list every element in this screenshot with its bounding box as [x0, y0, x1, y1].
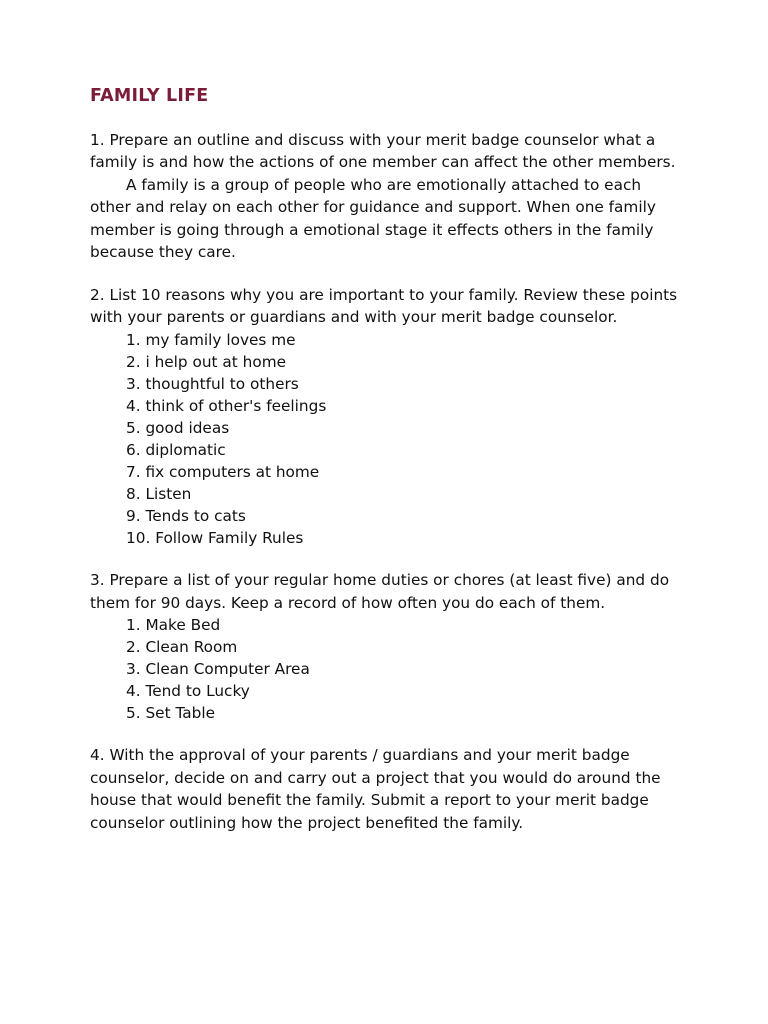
section-4 [90, 744, 680, 834]
list-item: 4. think of other's feelings [126, 396, 327, 415]
section-3 [90, 569, 680, 724]
list-item: 7. fix computers at home [126, 462, 320, 481]
page-title: FAMILY LIFE [90, 86, 209, 106]
answer-text-1: A family is a group of people who are emotionally attached to each other and relay on each other for guidance and support. When one family member is going through a emotional stage it effects others in the family because they care. [90, 175, 656, 262]
requirement-text-1: 1. Prepare an outline and discuss with your merit badge counselor what a family is and how the actions of one member can affect the other members. [90, 131, 676, 172]
answer-list-3 [90, 614, 680, 724]
requirement-text-2: 2. List 10 reasons why you are important to your family. Review these points with your parents or guardians and with your merit badge counselor. [90, 285, 678, 327]
section-1 [90, 129, 680, 264]
list-item: 2. Clean Room [126, 638, 238, 657]
requirement-text-4: 4. With the approval of your parents / guardians and your merit badge counselor, decide on and carry out a project that you would do around the house that would benefit the family. Submit a report to your merit badge counselor outlining how the project benefited the family. [90, 746, 661, 832]
list-item: 1. my family loves me [126, 330, 296, 349]
list-item: 3. thoughtful to others [126, 374, 299, 393]
list-item: 4. Tend to Lucky [126, 682, 250, 701]
answer-list-2 [90, 329, 680, 549]
list-item: 9. Tends to cats [126, 507, 246, 525]
list-item: 2. i help out at home [126, 352, 287, 371]
requirement-text-3: 3. Prepare a list of your regular home duties or chores (at least five) and do them for 90 days. Keep a record of how often you do each of them. [90, 571, 670, 612]
list-item: 5. good ideas [126, 418, 230, 437]
list-item: 6. diplomatic [126, 440, 226, 459]
list-item: 3. Clean Computer Area [126, 660, 310, 679]
list-item: 10. Follow Family Rules [126, 529, 304, 548]
section-2 [90, 284, 680, 549]
list-item: 1. Make Bed [126, 616, 221, 634]
list-item: 8. Listen [126, 484, 192, 503]
list-item: 5. Set Table [126, 704, 215, 723]
